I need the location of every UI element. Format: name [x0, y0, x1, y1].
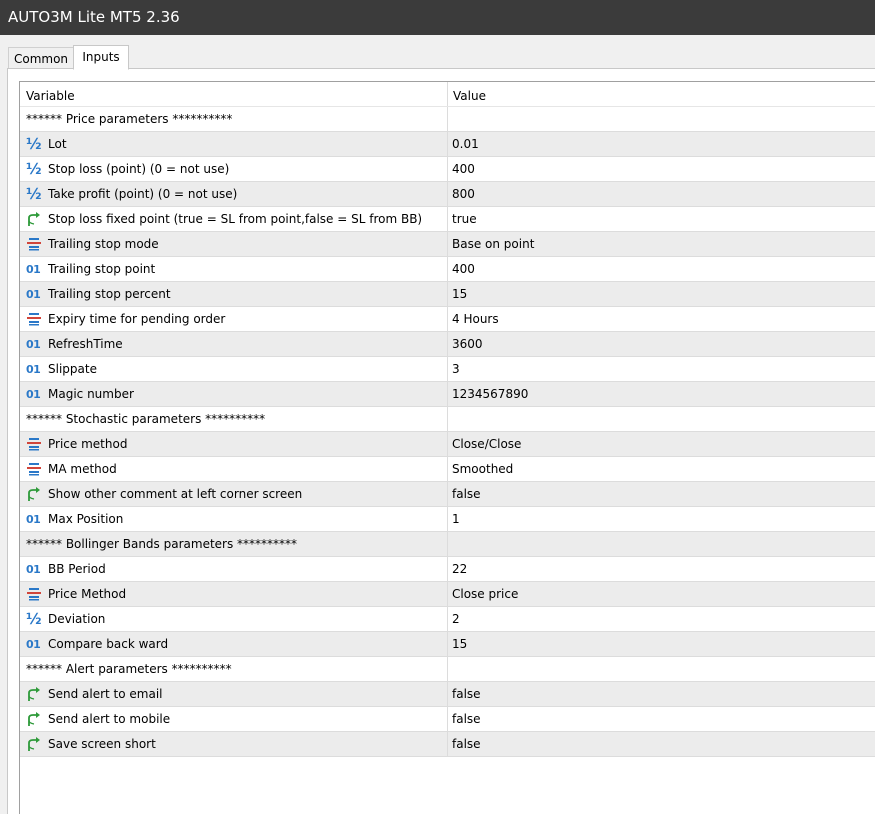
variable-value[interactable]: 4 Hours — [452, 312, 499, 326]
variable-value — [448, 107, 875, 131]
section-label — [20, 657, 448, 681]
integer-icon: 01 — [26, 638, 41, 651]
arrow-branch-icon — [26, 486, 42, 502]
window-title: AUTO3M Lite MT5 2.36 — [0, 0, 875, 35]
variable-value[interactable]: 22 — [452, 562, 468, 576]
variable-value[interactable]: 1234567890 — [452, 387, 529, 401]
section-row[interactable] — [20, 407, 875, 432]
arrow-branch-icon — [26, 736, 42, 752]
arrow-branch-icon — [26, 711, 42, 727]
tab-common[interactable]: Common — [8, 47, 74, 70]
variable-name — [20, 732, 448, 756]
arrow-branch-icon — [26, 211, 42, 227]
column-header-variable[interactable]: Variable — [20, 82, 448, 106]
variable-name — [20, 457, 448, 481]
variable-value[interactable]: false — [452, 737, 481, 751]
integer-icon: 01 — [26, 288, 41, 301]
variable-text: Trailing stop mode — [48, 237, 159, 251]
variable-text: Trailing stop point — [48, 262, 156, 276]
variable-text: Stop loss fixed point (true = SL from point,false = SL from BB) — [48, 212, 423, 226]
input-row[interactable] — [20, 507, 875, 532]
input-row[interactable] — [20, 257, 875, 282]
input-row[interactable] — [20, 207, 875, 232]
input-row[interactable] — [20, 707, 875, 732]
variable-value[interactable]: 800 — [452, 187, 475, 201]
variable-text: Send alert to email — [48, 687, 163, 701]
fraction-icon: ½ — [26, 135, 42, 153]
input-row[interactable] — [20, 357, 875, 382]
input-row[interactable] — [20, 607, 875, 632]
variable-value[interactable]: 0.01 — [452, 137, 479, 151]
input-row[interactable] — [20, 182, 875, 207]
variable-name — [20, 257, 448, 281]
input-row[interactable] — [20, 232, 875, 257]
section-row[interactable] — [20, 107, 875, 132]
variable-value[interactable]: Base on point — [452, 237, 535, 251]
arrow-branch-icon — [26, 686, 42, 702]
variable-name — [20, 482, 448, 506]
variable-text: Lot — [48, 137, 67, 151]
variable-value — [448, 407, 875, 431]
variable-value[interactable]: 400 — [452, 262, 475, 276]
variable-text: BB Period — [48, 562, 106, 576]
variable-name — [20, 432, 448, 456]
input-row[interactable] — [20, 332, 875, 357]
variable-name — [20, 682, 448, 706]
variable-value[interactable]: Close price — [452, 587, 519, 601]
variable-text: Compare back ward — [48, 637, 169, 651]
input-row[interactable] — [20, 457, 875, 482]
variable-value[interactable]: false — [452, 487, 481, 501]
section-label — [20, 532, 448, 556]
section-row[interactable] — [20, 532, 875, 557]
variable-value[interactable]: 2 — [452, 612, 460, 626]
variable-name — [20, 507, 448, 531]
tab-inputs[interactable]: Inputs — [73, 45, 129, 70]
variable-value[interactable]: 15 — [452, 637, 468, 651]
variable-text: ****** Alert parameters ********** — [26, 662, 232, 676]
variable-name — [20, 307, 448, 331]
variable-text: Save screen short — [48, 737, 156, 751]
integer-icon: 01 — [26, 388, 41, 401]
column-header-value[interactable]: Value — [453, 89, 486, 103]
variable-text: Price method — [48, 437, 128, 451]
variable-text: Expiry time for pending order — [48, 312, 226, 326]
variable-value[interactable]: 1 — [452, 512, 460, 526]
variable-name — [20, 132, 448, 156]
variable-text: Take profit (point) (0 = not use) — [48, 187, 238, 201]
inputs-grid — [19, 81, 875, 814]
input-row[interactable] — [20, 282, 875, 307]
variable-name — [20, 632, 448, 656]
variable-name — [20, 582, 448, 606]
variable-text: Stop loss (point) (0 = not use) — [48, 162, 230, 176]
variable-value — [448, 657, 875, 681]
section-label — [20, 107, 448, 131]
variable-text: ****** Price parameters ********** — [26, 112, 233, 126]
input-row[interactable] — [20, 582, 875, 607]
variable-value[interactable]: true — [452, 212, 477, 226]
variable-text: Show other comment at left corner screen — [48, 487, 303, 501]
input-row[interactable] — [20, 132, 875, 157]
variable-name — [20, 332, 448, 356]
section-row[interactable] — [20, 657, 875, 682]
variable-value[interactable]: false — [452, 687, 481, 701]
list-icon — [26, 461, 42, 477]
input-row[interactable] — [20, 307, 875, 332]
input-row[interactable] — [20, 557, 875, 582]
variable-text: Slippate — [48, 362, 97, 376]
integer-icon: 01 — [26, 263, 41, 276]
variable-value[interactable]: 400 — [452, 162, 475, 176]
variable-text: MA method — [48, 462, 117, 476]
variable-name — [20, 182, 448, 206]
variable-name — [20, 282, 448, 306]
variable-value[interactable]: Close/Close — [452, 437, 522, 451]
variable-value[interactable]: 3 — [452, 362, 460, 376]
variable-name — [20, 557, 448, 581]
input-row[interactable] — [20, 157, 875, 182]
variable-name — [20, 357, 448, 381]
integer-icon: 01 — [26, 513, 41, 526]
input-row[interactable] — [20, 632, 875, 657]
input-row[interactable] — [20, 482, 875, 507]
variable-name — [20, 607, 448, 631]
input-row[interactable] — [20, 382, 875, 407]
input-row[interactable] — [20, 432, 875, 457]
section-label — [20, 407, 448, 431]
variable-name — [20, 707, 448, 731]
integer-icon: 01 — [26, 563, 41, 576]
variable-text: Send alert to mobile — [48, 712, 171, 726]
variable-value — [448, 532, 875, 556]
variable-name — [20, 382, 448, 406]
grid-header — [20, 82, 875, 107]
list-icon — [26, 586, 42, 602]
variable-value[interactable]: Smoothed — [452, 462, 514, 476]
input-row[interactable] — [20, 682, 875, 707]
variable-text: ****** Bollinger Bands parameters ********** — [26, 537, 298, 551]
fraction-icon: ½ — [26, 160, 42, 178]
variable-text: Deviation — [48, 612, 106, 626]
list-icon — [26, 236, 42, 252]
variable-text: Price Method — [48, 587, 127, 601]
variable-value[interactable]: false — [452, 712, 481, 726]
variable-name — [20, 232, 448, 256]
variable-text: Magic number — [48, 387, 134, 401]
variable-name — [20, 157, 448, 181]
tab-strip — [0, 35, 875, 69]
variable-value[interactable]: 3600 — [452, 337, 483, 351]
fraction-icon: ½ — [26, 185, 42, 203]
list-icon — [26, 311, 42, 327]
fraction-icon: ½ — [26, 610, 42, 628]
list-icon — [26, 436, 42, 452]
variable-text: RefreshTime — [48, 337, 123, 351]
integer-icon: 01 — [26, 338, 41, 351]
variable-text: ****** Stochastic parameters ********** — [26, 412, 266, 426]
variable-text: Trailing stop percent — [48, 287, 171, 301]
integer-icon: 01 — [26, 363, 41, 376]
input-row[interactable] — [20, 732, 875, 757]
variable-text: Max Position — [48, 512, 124, 526]
variable-value[interactable]: 15 — [452, 287, 468, 301]
variable-name — [20, 207, 448, 231]
